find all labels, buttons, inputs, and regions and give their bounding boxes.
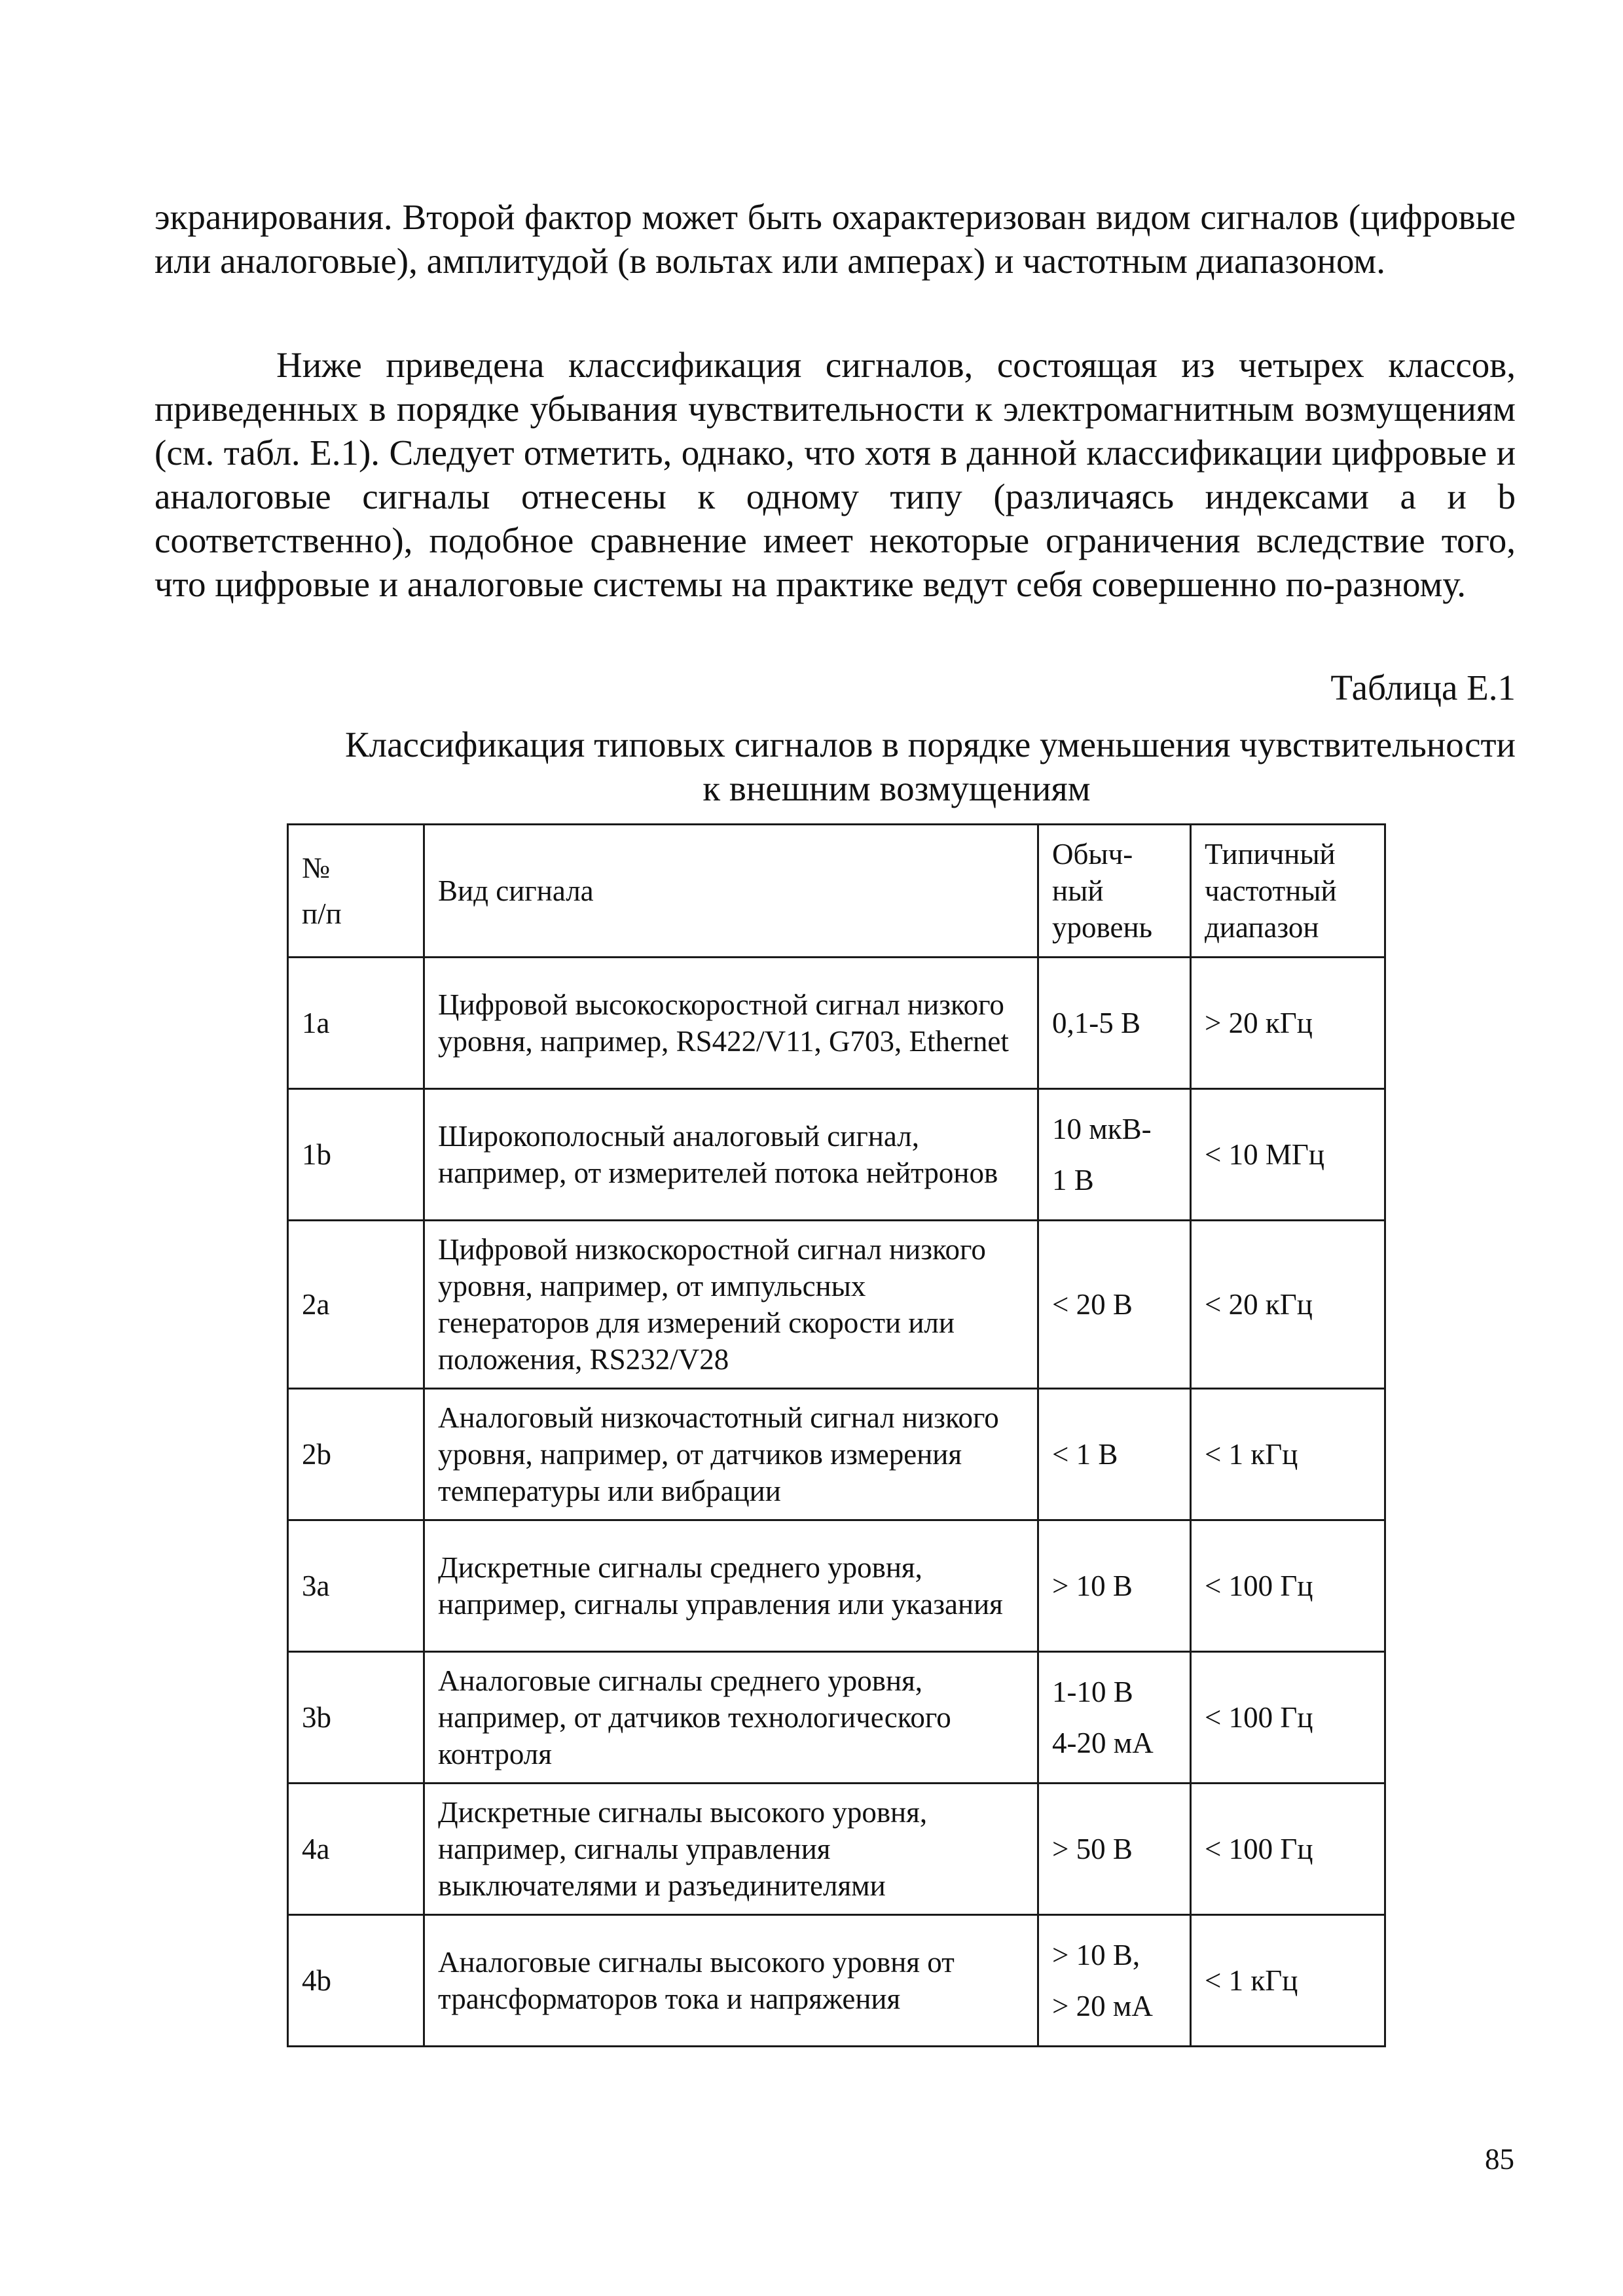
row-level [1038, 1089, 1191, 1221]
header-kind: Вид сигнала [424, 825, 1038, 958]
table-label: Таблица Е.1 [1330, 668, 1516, 708]
row-num: 1b [288, 1089, 424, 1221]
table-row [288, 1915, 1385, 2047]
row-level [1038, 1652, 1191, 1784]
row-num: 4a [288, 1784, 424, 1915]
signal-classification-table [287, 823, 1386, 2047]
row-freq: < 100 Гц [1191, 1652, 1385, 1784]
header-num-symbol: № [302, 852, 330, 884]
table-row [288, 1221, 1385, 1389]
row-num: 2b [288, 1389, 424, 1520]
row-kind: Дискретные сигналы высокого уровня, например, сигналы управления выключателями и разъединителями [424, 1784, 1038, 1915]
row-num: 3a [288, 1520, 424, 1652]
row-num: 4b [288, 1915, 424, 2047]
paragraph-1: экранирования. Второй фактор может быть охарактеризован видом сигналов (цифровые или аналоговые), амплитудой (в вольтах или амперах) и частотным диапазоном. [155, 197, 1516, 281]
row-freq: < 10 МГц [1191, 1089, 1385, 1221]
row-num: 2a [288, 1221, 424, 1389]
row-kind: Аналоговые сигналы высокого уровня от трансформаторов тока и напряжения [424, 1915, 1038, 2047]
table-row [288, 1652, 1385, 1784]
page-number: 85 [1485, 2143, 1514, 2176]
row-level [1038, 1915, 1191, 2047]
table-row [288, 958, 1385, 1089]
row-freq: < 1 кГц [1191, 1389, 1385, 1520]
row-level: < 20 В [1038, 1221, 1191, 1389]
row-freq: < 100 Гц [1191, 1520, 1385, 1652]
row-level-line-2: > 20 мА [1052, 1990, 1153, 2022]
table-caption [155, 723, 1516, 810]
header-num-pp: п/п [302, 897, 342, 930]
row-freq: < 20 кГц [1191, 1221, 1385, 1389]
row-freq: < 100 Гц [1191, 1784, 1385, 1915]
header-num [288, 825, 424, 958]
row-level-line-2: 4-20 мА [1052, 1727, 1154, 1759]
row-level-line-1: 1-10 В [1052, 1676, 1133, 1708]
row-freq: < 1 кГц [1191, 1915, 1385, 2047]
header-level: Обыч-ный уровень [1038, 825, 1191, 958]
paragraph-2: Ниже приведена классификация сигналов, состоящая из четырех классов, приведенных в порядке убывания чувствительности к электромагнитным возмущениям (см. табл. Е.1). Следует отметить, однако, что хотя в данной классификации цифровые и аналоговые сигналы отнесены к одному типу (различаясь индексами a и b соответственно), подобное сравнение имеет некоторые ограничения вследствие того, что цифровые и аналоговые системы на практике ведут себя совершенно по-разному. [155, 345, 1516, 604]
row-level: > 50 В [1038, 1784, 1191, 1915]
row-kind: Широкополосный аналоговый сигнал, например, от измерителей потока нейтронов [424, 1089, 1038, 1221]
row-level: 0,1-5 В [1038, 958, 1191, 1089]
row-level: > 10 В [1038, 1520, 1191, 1652]
row-kind: Аналоговые сигналы среднего уровня, например, от датчиков технологического контроля [424, 1652, 1038, 1784]
table-row [288, 1784, 1385, 1915]
table-row [288, 1089, 1385, 1221]
row-level-line-1: 10 мкВ- [1052, 1113, 1152, 1145]
table-row [288, 1520, 1385, 1652]
row-num: 1a [288, 958, 424, 1089]
row-kind: Цифровой низкоскоростной сигнал низкого уровня, например, от импульсных генераторов для измерений скорости или положения, RS232/V28 [424, 1221, 1038, 1389]
row-kind: Дискретные сигналы среднего уровня, например, сигналы управления или указания [424, 1520, 1038, 1652]
row-freq: > 20 кГц [1191, 958, 1385, 1089]
table-row [288, 1389, 1385, 1520]
row-level-line-1: > 10 В, [1052, 1939, 1140, 1971]
row-level: < 1 В [1038, 1389, 1191, 1520]
table-caption-line-1: Классификация типовых сигналов в порядке уменьшения чувствительности [344, 725, 1516, 764]
row-kind: Аналоговый низкочастотный сигнал низкого уровня, например, от датчиков измерения температуры или вибрации [424, 1389, 1038, 1520]
header-freq: Типичный частотный диапазон [1191, 825, 1385, 958]
row-kind: Цифровой высокоскоростной сигнал низкого уровня, например, RS422/V11, G703, Ethernet [424, 958, 1038, 1089]
table-caption-line-2: к внешним возмущениям [702, 768, 1091, 808]
table-header-row [288, 825, 1385, 958]
row-level-line-2: 1 В [1052, 1164, 1094, 1196]
row-num: 3b [288, 1652, 424, 1784]
